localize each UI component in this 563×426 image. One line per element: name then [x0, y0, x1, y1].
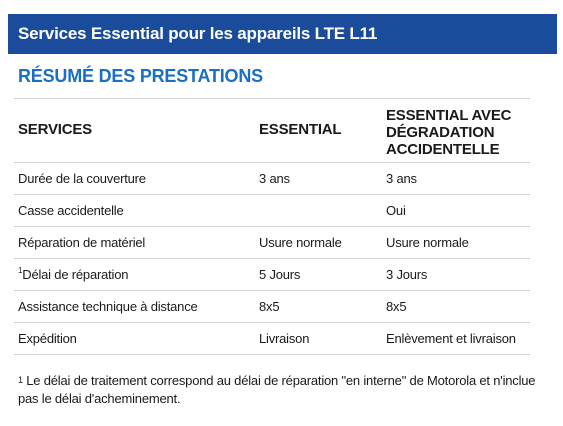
footnote — [18, 372, 538, 408]
section-title: RÉSUMÉ DES PRESTATIONS — [18, 66, 263, 86]
table-row — [14, 259, 530, 291]
cell-essential: 5 Jours — [255, 259, 382, 291]
table-row — [14, 227, 530, 259]
footnote-text: Le délai de traitement correspond au délai de réparation "en interne" de Motorola et n'inclue pas le délai d'acheminement. — [18, 373, 536, 406]
cell-service: $^1$Délai de réparation — [14, 259, 255, 291]
cell-service: Expédition — [14, 323, 255, 355]
cell-essential: 3 ans — [255, 163, 382, 195]
cell-essential: Usure normale — [255, 227, 382, 259]
table-header-row — [14, 99, 530, 163]
cell-essential — [255, 195, 382, 227]
cell-service: Durée de la couverture — [14, 163, 255, 195]
table-row — [14, 195, 530, 227]
header-essential: ESSENTIAL — [255, 99, 382, 163]
cell-essential-avec: 3 ans — [382, 163, 530, 195]
cell-service: Assistance technique à distance — [14, 291, 255, 323]
banner-title: Services Essential pour les appareils LTE L11 — [18, 24, 378, 43]
footnote-marker: 1 — [18, 266, 23, 275]
cell-essential-avec: Usure normale — [382, 227, 530, 259]
page-banner — [8, 14, 557, 54]
cell-essential-avec: 8x5 — [382, 291, 530, 323]
cell-essential-avec: Oui — [382, 195, 530, 227]
table-row — [14, 291, 530, 323]
cell-essential: 8x5 — [255, 291, 382, 323]
header-services: SERVICES — [14, 99, 255, 163]
services-table — [14, 98, 530, 355]
cell-essential-avec: 3 Jours — [382, 259, 530, 291]
table-row — [14, 163, 530, 195]
cell-service: Réparation de matériel — [14, 227, 255, 259]
cell-service: Casse accidentelle — [14, 195, 255, 227]
header-essential-avec: ESSENTIAL AVEC DÉGRADATION ACCIDENTELLE — [382, 99, 530, 163]
footnote-marker: 1 — [18, 375, 23, 385]
cell-essential-avec: Enlèvement et livraison — [382, 323, 530, 355]
cell-essential: Livraison — [255, 323, 382, 355]
table-row — [14, 323, 530, 355]
